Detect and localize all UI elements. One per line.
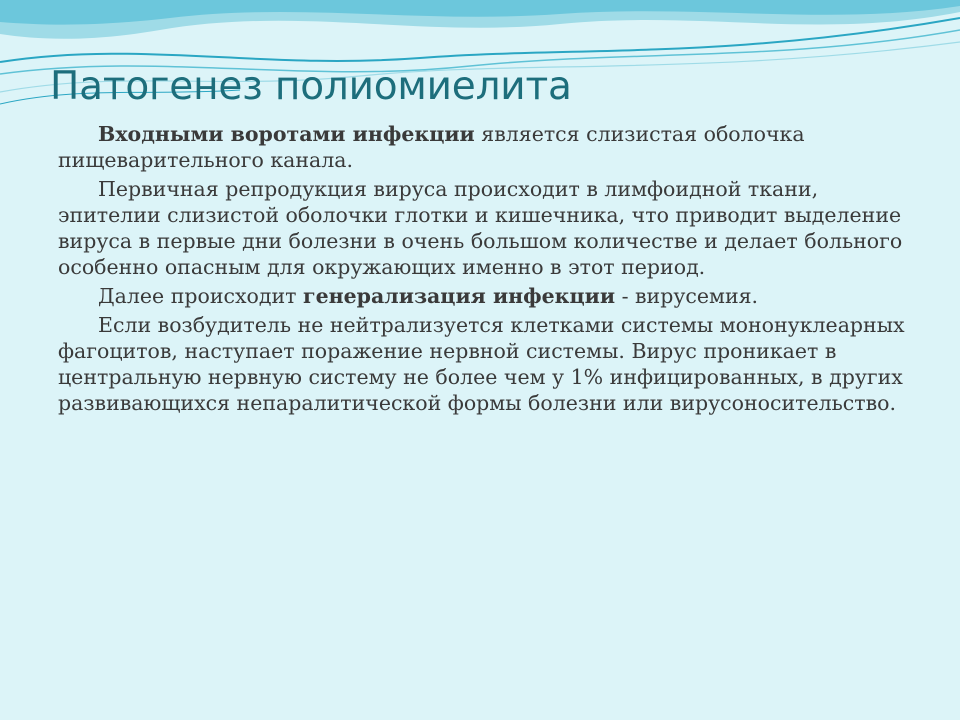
slide-title: Патогенез полиомиелита	[50, 64, 572, 109]
bold-phrase-entry-gate: Входными воротами инфекции	[98, 122, 475, 146]
bold-phrase-generalization: генерализация инфекции	[303, 284, 616, 308]
paragraph-nervous-system	[58, 312, 908, 416]
paragraph-primary-reproduction	[58, 176, 908, 280]
paragraph-generalization	[58, 283, 908, 309]
paragraph-text-before: Далее происходит	[98, 284, 304, 308]
paragraph-text: Первичная репродукция вируса происходит в лимфоидной ткани, эпителии слизистой оболочки глотки и кишечника, что приводит выделение вируса в первые дни болезни в очень большом количестве и делает больного особенно опасным для окружающих именно в этот период.	[58, 177, 903, 279]
paragraph-text: Если возбудитель не нейтрализуется клетками системы мононуклеарных фагоцитов, наступает поражение нервной системы. Вирус проникает в центральную нервную систему не более чем у 1% инфицированных, в других развивающихся непаралитической формы болезни или вирусоносительство.	[58, 313, 905, 415]
paragraph-text-after: - вирусемия.	[615, 284, 759, 308]
paragraph-text: является слизистая оболочка пищеварительного канала.	[58, 122, 805, 172]
paragraph-entry-gate	[58, 121, 908, 173]
slide-body	[58, 121, 908, 419]
